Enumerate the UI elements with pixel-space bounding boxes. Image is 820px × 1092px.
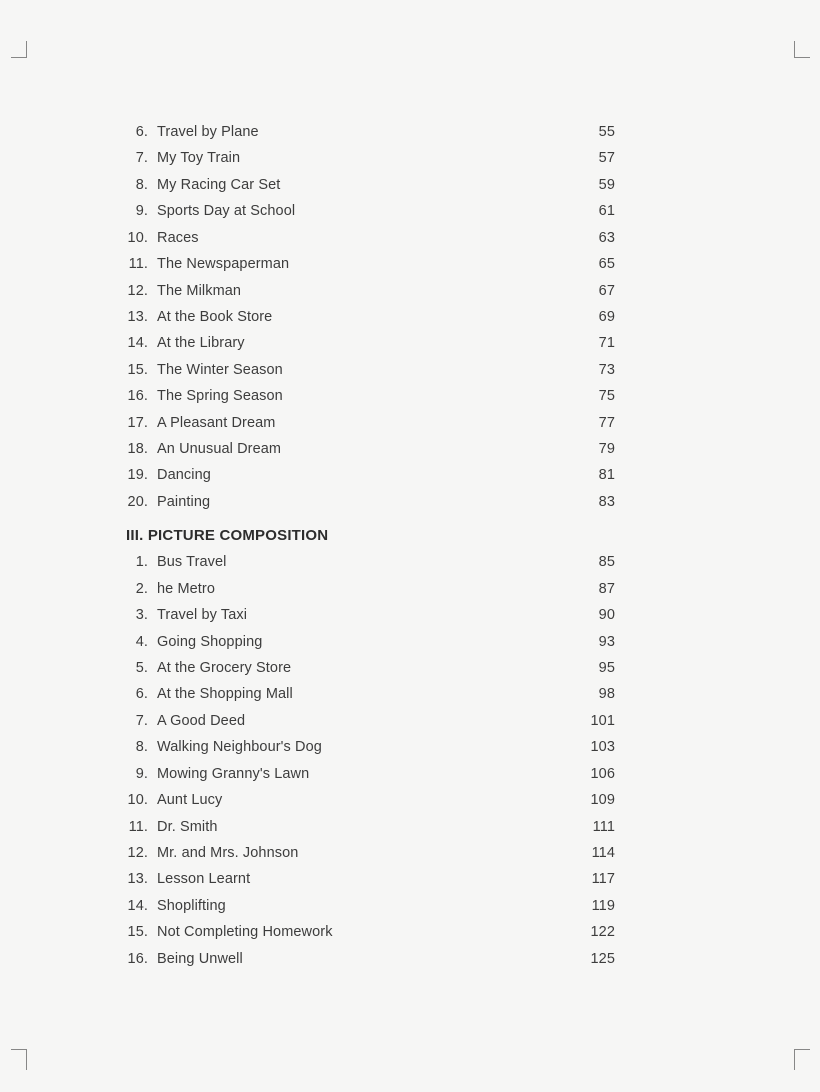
toc-item-page-number: 119: [591, 897, 615, 914]
toc-item-title: Lesson Learnt: [157, 871, 251, 888]
toc-item-title: The Winter Season: [157, 361, 283, 378]
toc-section-picture-composition: [126, 549, 615, 972]
toc-item-number: 18.: [127, 441, 148, 458]
toc-row: [126, 145, 615, 171]
toc-row: [126, 462, 615, 488]
toc-item-title: Shoplifting: [157, 897, 226, 914]
toc-item-number: 6.: [135, 124, 148, 140]
toc-item-number: 11.: [128, 818, 148, 835]
toc-item-page-number: 65: [598, 256, 615, 273]
toc-row: [126, 251, 615, 277]
toc-item-page-number: 71: [598, 335, 615, 352]
toc-item-page-number: 67: [598, 282, 615, 299]
toc-row: [126, 761, 615, 787]
toc-item-number: 4.: [135, 633, 148, 650]
toc-item-title: Travel by Taxi: [157, 607, 248, 624]
toc-section-continued: [126, 119, 615, 515]
toc-item-title: Travel by Plane: [157, 124, 259, 140]
toc-item-number: 20.: [127, 493, 148, 510]
crop-mark-top-left-icon: [11, 41, 27, 58]
toc-row: [126, 304, 615, 330]
section-heading-picture-composition: III. PICTURE COMPOSITION: [126, 527, 329, 545]
toc-item-number: 9.: [135, 765, 148, 782]
toc-item-page-number: 75: [598, 388, 615, 405]
toc-row: [126, 840, 615, 866]
toc-item-title: he Metro: [157, 580, 216, 597]
toc-item-title: Mr. and Mrs. Johnson: [157, 844, 299, 861]
toc-row: [126, 681, 615, 707]
toc-item-number: 16.: [127, 950, 148, 967]
toc-item-page-number: 57: [598, 150, 615, 167]
toc-row: [126, 383, 615, 409]
toc-item-title: Mowing Granny's Lawn: [157, 765, 310, 782]
toc-item-number: 16.: [127, 388, 148, 405]
toc-item-page-number: 125: [590, 950, 615, 967]
toc-item-number: 10.: [127, 792, 148, 809]
toc-row: [126, 576, 615, 602]
toc-item-number: 12.: [127, 282, 148, 299]
toc-row: [126, 436, 615, 462]
toc-row: [126, 866, 615, 892]
toc-item-title: Walking Neighbour's Dog: [157, 739, 322, 756]
crop-mark-bottom-left-icon: [11, 1049, 27, 1070]
toc-item-number: 15.: [127, 924, 148, 941]
toc-item-title: At the Library: [157, 335, 245, 352]
toc-item-number: 13.: [127, 871, 148, 888]
toc-row: [126, 602, 615, 628]
toc-item-page-number: 77: [598, 414, 615, 431]
toc-item-page-number: 81: [598, 467, 615, 484]
toc-row: [126, 119, 615, 145]
toc-item-title: Aunt Lucy: [157, 792, 223, 809]
toc-item-page-number: 79: [598, 441, 615, 458]
toc-item-title: Bus Travel: [157, 554, 227, 571]
toc-item-number: 3.: [135, 607, 148, 624]
toc-item-page-number: 111: [592, 818, 615, 835]
toc-item-title: My Racing Car Set: [157, 176, 281, 193]
toc-item-number: 13.: [127, 308, 148, 325]
toc-item-number: 6.: [135, 686, 148, 703]
toc-item-title: Races: [157, 229, 199, 246]
toc-item-page-number: 103: [590, 739, 615, 756]
toc-item-page-number: 122: [590, 924, 615, 941]
toc-item-title: Sports Day at School: [157, 203, 296, 220]
toc-item-page-number: 90: [598, 607, 615, 624]
toc-row: [126, 172, 615, 198]
toc-item-number: 19.: [127, 467, 148, 484]
toc-item-title: Being Unwell: [157, 950, 243, 967]
toc-row: [126, 357, 615, 383]
toc-item-title: Going Shopping: [157, 633, 263, 650]
table-of-contents: [126, 119, 615, 972]
toc-item-page-number: 59: [598, 176, 615, 193]
toc-item-page-number: 63: [598, 229, 615, 246]
toc-item-title: A Pleasant Dream: [157, 414, 276, 431]
toc-item-number: 11.: [128, 256, 148, 273]
toc-item-number: 17.: [127, 414, 148, 431]
toc-row: [126, 893, 615, 919]
toc-item-title: Dancing: [157, 467, 211, 484]
toc-item-number: 15.: [127, 361, 148, 378]
toc-item-number: 8.: [135, 739, 148, 756]
toc-row: [126, 628, 615, 654]
toc-item-title: Not Completing Homework: [157, 924, 333, 941]
crop-mark-top-right-icon: [794, 41, 810, 58]
toc-item-number: 1.: [135, 554, 148, 571]
toc-item-title: At the Book Store: [157, 308, 273, 325]
toc-item-page-number: 69: [598, 308, 615, 325]
toc-item-title: The Newspaperman: [157, 256, 290, 273]
toc-item-page-number: 109: [590, 792, 615, 809]
toc-item-title: A Good Deed: [157, 712, 246, 729]
toc-row: [126, 198, 615, 224]
toc-item-title: An Unusual Dream: [157, 441, 282, 458]
toc-row: [126, 277, 615, 303]
toc-item-title: The Spring Season: [157, 388, 283, 405]
toc-item-number: 10.: [127, 229, 148, 246]
toc-row: [126, 409, 615, 435]
toc-row: [126, 734, 615, 760]
toc-item-number: 7.: [135, 150, 148, 167]
toc-row: [126, 919, 615, 945]
toc-item-page-number: 98: [598, 686, 615, 703]
toc-row: [126, 813, 615, 839]
toc-row: [126, 489, 615, 515]
toc-item-number: 14.: [127, 897, 148, 914]
toc-row: [126, 708, 615, 734]
toc-item-title: At the Shopping Mall: [157, 686, 293, 703]
toc-item-number: 5.: [135, 660, 148, 677]
toc-item-number: 9.: [135, 203, 148, 220]
toc-item-title: My Toy Train: [157, 150, 241, 167]
crop-mark-bottom-right-icon: [794, 1049, 810, 1070]
toc-row: [126, 549, 615, 575]
toc-item-page-number: 61: [598, 203, 615, 220]
toc-item-title: Painting: [157, 493, 211, 510]
toc-item-page-number: 55: [598, 124, 615, 140]
toc-row: [126, 945, 615, 971]
toc-item-page-number: 73: [598, 361, 615, 378]
toc-item-title: Dr. Smith: [157, 818, 218, 835]
toc-item-page-number: 106: [590, 765, 615, 782]
toc-item-number: 7.: [135, 712, 148, 729]
toc-row: [126, 787, 615, 813]
toc-item-number: 8.: [135, 176, 148, 193]
toc-item-number: 12.: [127, 844, 148, 861]
toc-item-number: 14.: [127, 335, 148, 352]
toc-item-page-number: 117: [591, 871, 615, 888]
toc-item-page-number: 83: [598, 493, 615, 510]
toc-item-page-number: 101: [590, 712, 615, 729]
toc-row: [126, 655, 615, 681]
toc-item-page-number: 95: [598, 660, 615, 677]
toc-row: [126, 224, 615, 250]
toc-item-page-number: 87: [598, 580, 615, 597]
toc-item-number: 2.: [135, 580, 148, 597]
toc-item-page-number: 114: [591, 844, 615, 861]
toc-row: [126, 330, 615, 356]
toc-item-title: The Milkman: [157, 282, 242, 299]
toc-item-page-number: 93: [598, 633, 615, 650]
toc-item-page-number: 85: [598, 554, 615, 571]
toc-item-title: At the Grocery Store: [157, 660, 292, 677]
